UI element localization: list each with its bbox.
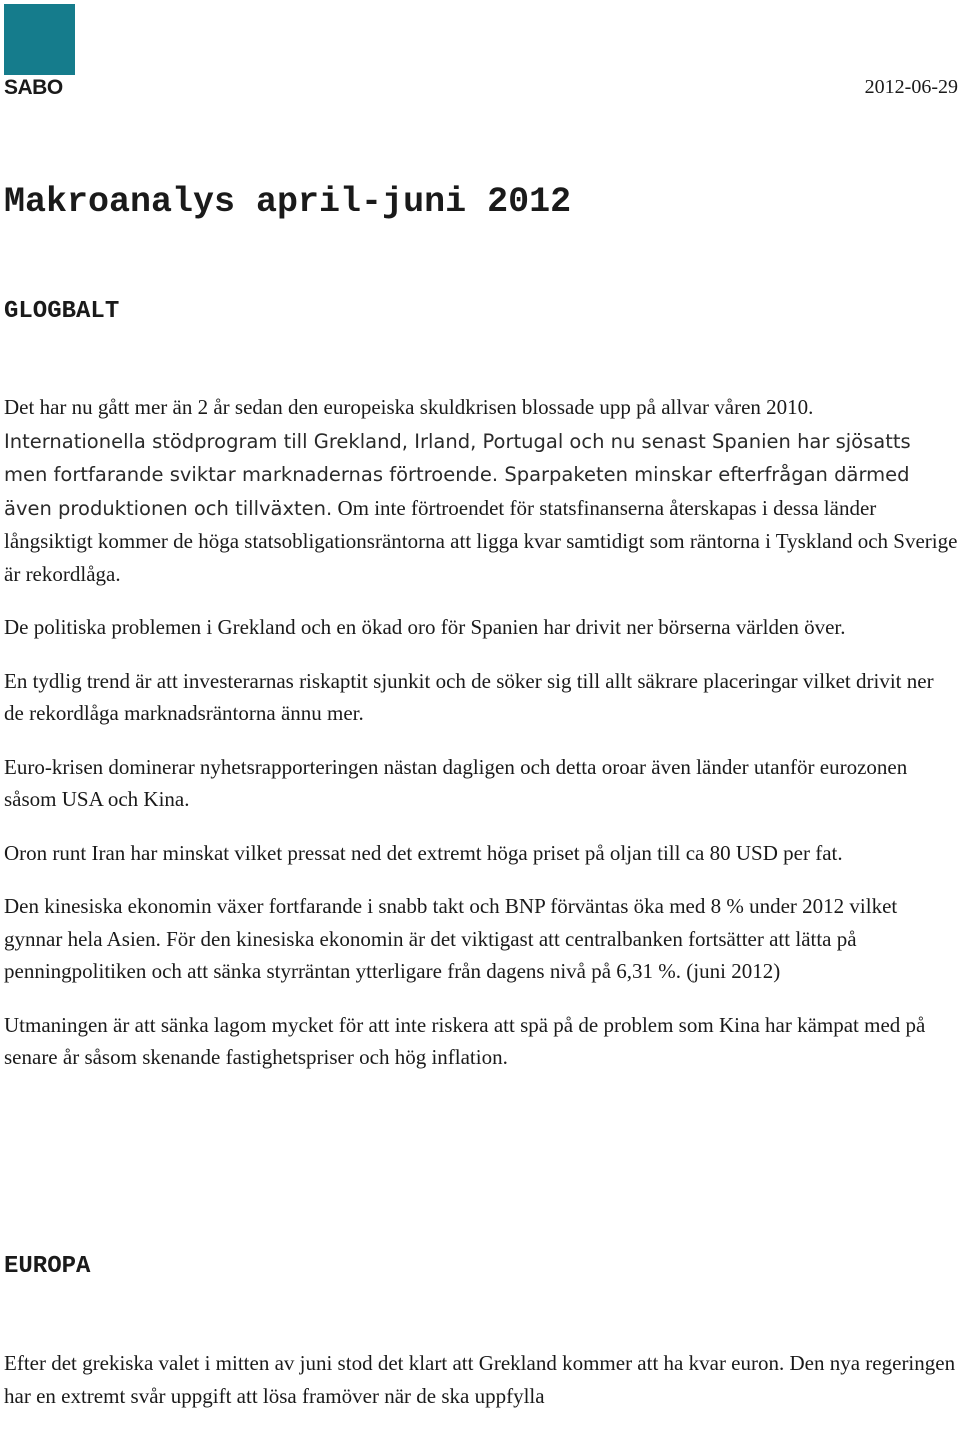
paragraph: Den kinesiska ekonomin växer fortfarande i snabb takt och BNP förväntas öka med 8 % under 2012 vilket gynnar hela Asien. För den kinesiska ekonomin är det viktigast att centralbanken fortsätter att lätta på penningpolitiken och att sänka styrräntan ytterligare från dagens nivå på 6,31 %. (juni 2012): [4, 894, 898, 983]
sabo-logo: [4, 4, 76, 98]
paragraph: Oron runt Iran har minskat vilket pressat ned det extremt höga priset på oljan till ca 80 USD per fat.: [4, 840, 843, 865]
paragraph: De politiska problemen i Grekland och en ökad oro för Spanien har drivit ner börserna världen över.: [4, 615, 846, 639]
section-body-europa: [4, 1347, 958, 1433]
paragraph-part: Internationella stödprogram till Grekland, Irland, Portugal och nu senast Spanien har sjösatts men fortfarande sviktar marknadernas förtroende. Sparpaketen minskar efterfrågan därmed även produktionen och tillväxten.: [4, 429, 911, 520]
paragraph: En tydlig trend är att investerarnas riskaptit sjunkit och de söker sig till allt säkrare placeringar vilket drivit ner de rekordlåga marknadsräntorna ännu mer.: [4, 668, 934, 725]
paragraph: Utmaningen är att sänka lagom mycket för att inte riskera att spä på de problem som Kina har kämpat med på senare år såsom skenande fastighetspriser och hög inflation.: [4, 1012, 926, 1069]
paragraph: [4, 391, 958, 590]
paragraph-part: Det har nu gått mer än 2 år sedan den europeiska skuldkrisen blossade upp på allvar våren 2010.: [4, 395, 814, 419]
logo-mark: [4, 4, 75, 75]
page-title: Makroanalys april-juni 2012: [4, 182, 572, 222]
logo-text: SABO: [4, 76, 63, 99]
paragraph: Euro-krisen dominerar nyhetsrapporteringen nästan dagligen och detta oroar även länder utanför eurozonen såsom USA och Kina.: [4, 754, 908, 811]
paragraph: Efter det grekiska valet i mitten av juni stod det klart att Grekland kommer att ha kvar euron. Den nya regeringen har en extremt svår uppgift att lösa framöver när de ska uppfylla: [4, 1351, 956, 1408]
document-date: 2012-06-29: [864, 76, 958, 98]
section-body-globalt: [4, 391, 958, 1095]
section-heading-europa: EUROPA: [4, 1253, 91, 1280]
section-heading-globalt: GLOGBALT: [4, 298, 120, 325]
paragraph-part: Om inte förtroendet för statsfinanserna återskapas i dessa länder långsiktigt kommer de höga statsobligationsräntorna att ligga kvar samtidigt som räntorna i Tyskland och Sverige är rekordlåga.: [4, 495, 958, 586]
